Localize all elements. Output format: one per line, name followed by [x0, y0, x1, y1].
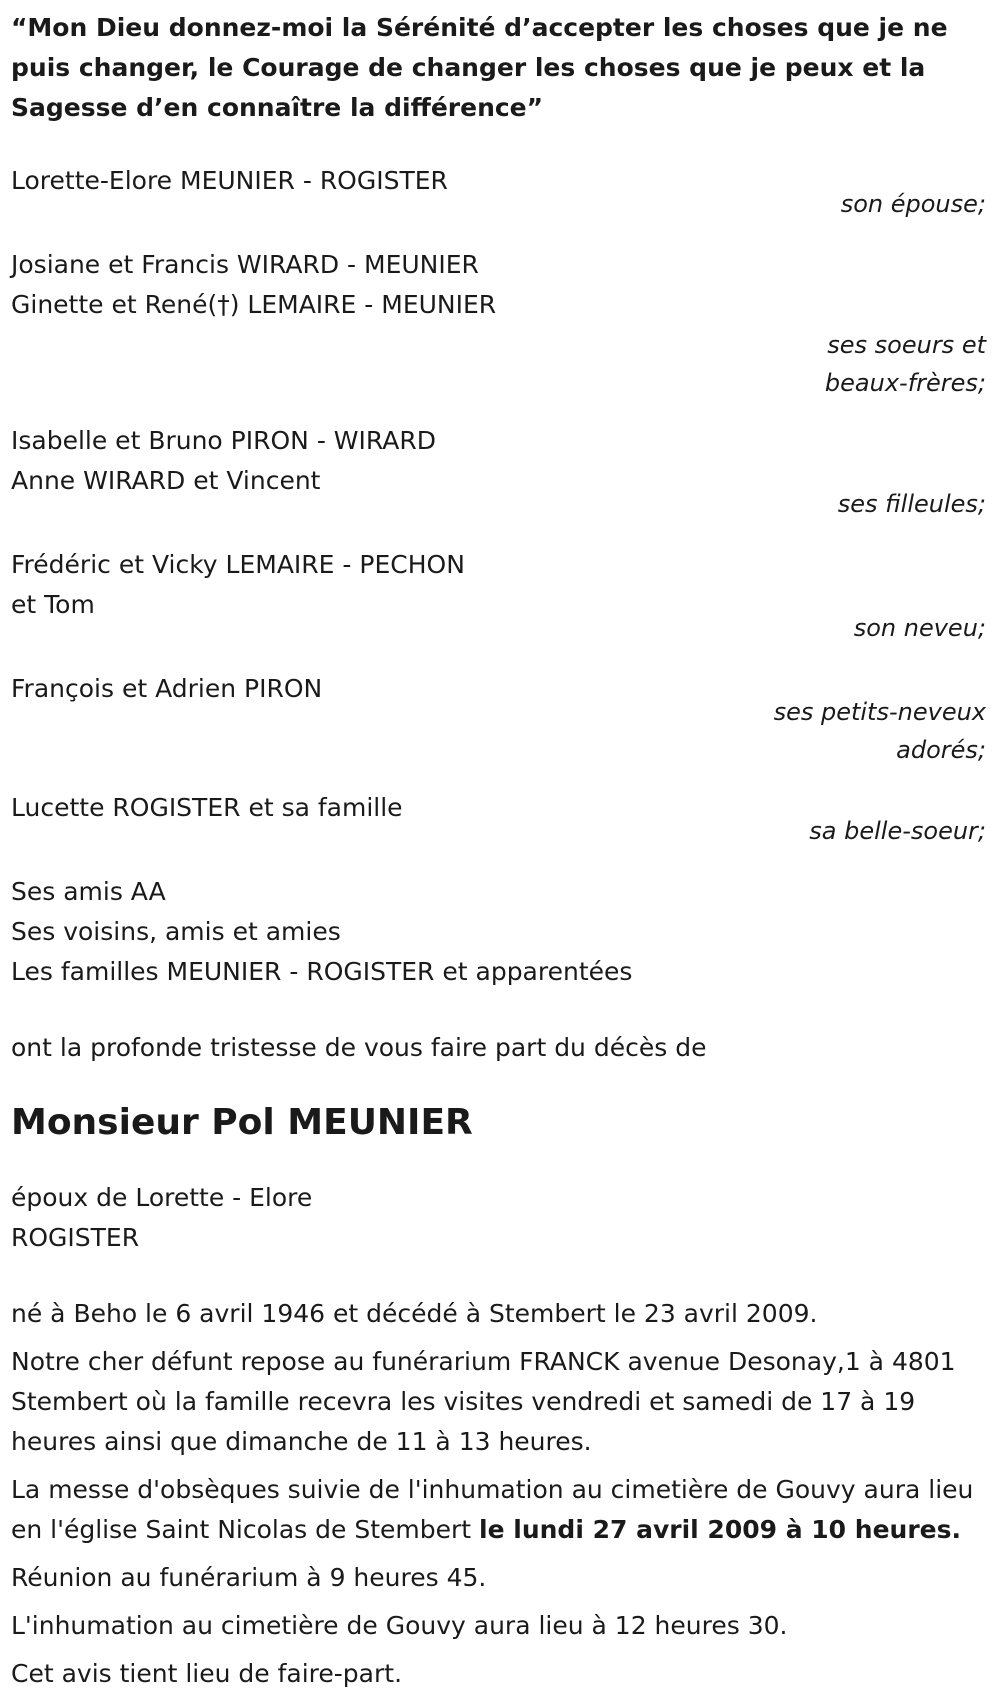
family-name: Isabelle et Bruno PIRON - WIRARD: [11, 426, 436, 455]
family-name: Ginette et René(†) LEMAIRE - MEUNIER: [11, 290, 497, 319]
deceased-name: Monsieur Pol MEUNIER: [11, 1102, 473, 1143]
serenity-quote: “Mon Dieu donnez-moi la Sérénité d’accepter les choses que je ne puis changer, le Courage de changer les choses que je peux et la Sagesse d’en connaître la différence”: [11, 13, 948, 122]
spacer: [11, 992, 988, 1028]
other-mourners: [11, 872, 988, 992]
relation-label: adorés;: [896, 736, 986, 764]
funerarium-info: Notre cher défunt repose au funérarium FRANCK avenue Desonay,1 à 4801 Stembert où la famille recevra les visites vendredi et samedi de 17 à 19 heures ainsi que dimanche de 11 à 13 heures.: [11, 1347, 956, 1456]
spacer: [11, 524, 988, 545]
reunion-info: Réunion au funérarium à 9 heures 45.: [11, 1563, 487, 1592]
spacer: [11, 1258, 988, 1294]
relation-label: ses soeurs et: [827, 331, 986, 359]
family-name: Anne WIRARD et Vincent: [11, 466, 321, 495]
spacer: [11, 128, 988, 161]
mourner-line: Les familles MEUNIER - ROGISTER et apparentées: [11, 957, 633, 986]
spacer: [11, 648, 988, 669]
relation-label: sa belle-soeur;: [809, 817, 986, 845]
relation-label: ses filleules;: [837, 490, 986, 518]
family-name: Lucette ROGISTER et sa famille: [11, 793, 403, 822]
family-group-sisters: [11, 245, 988, 403]
family-name: Josiane et Francis WIRARD - MEUNIER: [11, 250, 479, 279]
mass-info: [11, 1470, 988, 1550]
burial-info: L'inhumation au cimetière de Gouvy aura lieu à 12 heures 30.: [11, 1611, 788, 1640]
spacer: [11, 1068, 988, 1098]
spouse-info: [11, 1178, 988, 1258]
family-group-grandnephews: [11, 669, 988, 770]
family-name: Lorette-Elore MEUNIER - ROGISTER: [11, 166, 448, 195]
family-group-spouse: [11, 161, 988, 224]
spacer: [11, 851, 988, 872]
announcement-intro: ont la profonde tristesse de vous faire part du décès de: [11, 1033, 707, 1062]
family-group-sister-in-law: [11, 788, 988, 851]
family-name: et Tom: [11, 590, 95, 619]
family-name: Frédéric et Vicky LEMAIRE - PECHON: [11, 550, 465, 579]
family-group-goddaughters: [11, 421, 988, 524]
spouse-line: époux de Lorette - Elore: [11, 1183, 313, 1212]
relation-label: son épouse;: [840, 190, 986, 218]
mass-info-text: La messe d'obsèques suivie de l'inhumation au cimetière de Gouvy aura lieu en l'église Saint Nicolas de Stembert: [11, 1475, 974, 1544]
spacer: [11, 1148, 988, 1178]
birth-death-info: né à Beho le 6 avril 1946 et décédé à Stembert le 23 avril 2009.: [11, 1299, 818, 1328]
spouse-line: ROGISTER: [11, 1223, 140, 1252]
notice-info: Cet avis tient lieu de faire-part.: [11, 1659, 403, 1688]
spacer: [11, 770, 988, 788]
relation-label: beaux-frères;: [824, 369, 986, 397]
mourner-line: Ses voisins, amis et amies: [11, 917, 341, 946]
relation-label: ses petits-neveux: [773, 698, 986, 726]
family-name: François et Adrien PIRON: [11, 674, 323, 703]
mourner-line: Ses amis AA: [11, 877, 166, 906]
family-group-nephew: [11, 545, 988, 648]
mass-date: le lundi 27 avril 2009 à 10 heures.: [479, 1515, 961, 1544]
spacer: [11, 224, 988, 245]
spacer: [11, 403, 988, 421]
relation-label: son neveu;: [853, 614, 986, 642]
